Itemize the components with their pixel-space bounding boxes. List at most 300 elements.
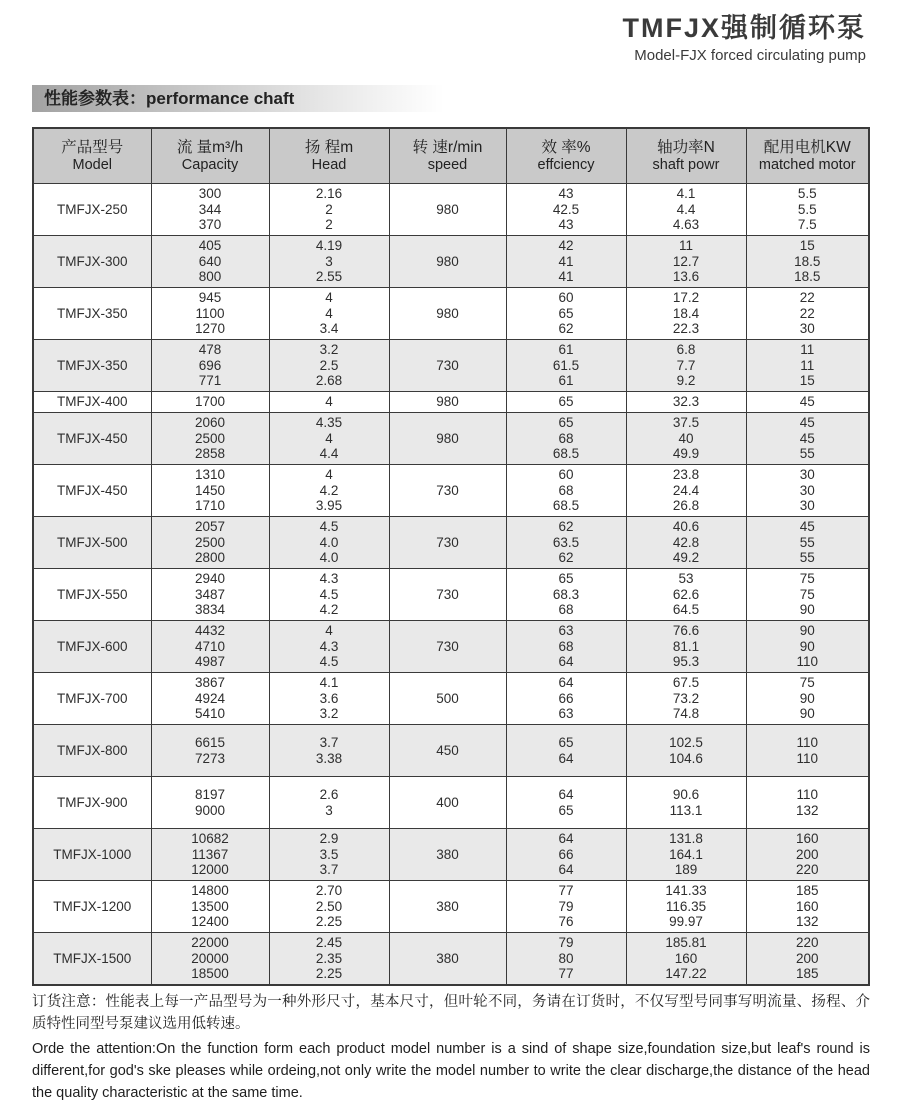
cell-value: 132	[795, 802, 819, 818]
cell-value: 2800	[194, 550, 226, 566]
cell-efficiency	[506, 673, 626, 725]
cell-value: 67.5	[672, 675, 700, 691]
cell-value: 1450	[194, 482, 226, 498]
col-header-model	[33, 128, 151, 184]
cell-value: TMFJX-1200	[53, 898, 132, 914]
cell-efficiency	[506, 517, 626, 569]
cell-value: 66	[558, 846, 574, 862]
cell-value: 62	[558, 519, 574, 535]
table-row	[33, 621, 869, 673]
cell-value: 4.3	[319, 571, 339, 587]
cell-shaft-power	[626, 933, 746, 985]
cell-motor	[746, 569, 869, 621]
cell-efficiency	[506, 288, 626, 340]
cell-value: 113.1	[669, 802, 703, 818]
cell-capacity	[151, 881, 269, 933]
cell-value: 79	[558, 935, 574, 950]
cell-capacity	[151, 621, 269, 673]
cell-value: 730	[436, 482, 459, 498]
cell-value: TMFJX-600	[56, 638, 128, 654]
cell-value: 11367	[191, 846, 229, 862]
col-header-capacity-zh: 流 量m³/h	[176, 139, 244, 156]
cell-value: 2.55	[315, 269, 343, 285]
cell-motor	[746, 288, 869, 340]
cell-value: 200	[795, 846, 819, 862]
cell-head	[269, 413, 389, 465]
cell-value: 79	[558, 898, 574, 914]
cell-shaft-power	[626, 829, 746, 881]
cell-value: 68.3	[552, 586, 580, 602]
cell-value: 4	[325, 430, 333, 446]
cell-value: 42	[558, 238, 574, 254]
cell-motor	[746, 725, 869, 777]
cell-value: 3.38	[315, 750, 343, 766]
col-header-efficiency-zh: 效 率%	[541, 139, 591, 156]
cell-value: 75	[799, 675, 815, 691]
cell-value: 68	[558, 430, 574, 446]
cell-value: TMFJX-1000	[53, 846, 132, 862]
page-titles	[622, 6, 866, 64]
cell-value: 450	[436, 742, 459, 758]
cell-head	[269, 621, 389, 673]
cell-value: 90	[799, 638, 815, 654]
table-row	[33, 569, 869, 621]
cell-value: 3.7	[319, 735, 339, 750]
table-row	[33, 236, 869, 288]
cell-value: 4432	[194, 623, 226, 639]
cell-value: 64	[558, 831, 574, 847]
cell-value: 61	[558, 373, 574, 389]
cell-model	[33, 777, 151, 829]
cell-value: 3	[325, 802, 333, 818]
cell-value: 4.1	[676, 186, 696, 202]
col-header-efficiency	[506, 128, 626, 184]
cell-value: 4	[325, 394, 333, 410]
cell-value: 110	[796, 735, 819, 750]
cell-value: TMFJX-350	[56, 305, 128, 321]
cell-value: 185.81	[665, 935, 707, 950]
order-note-en: Orde the attention:On the function form each product model number is a sind of shape size,foundation size,but leaf's round is different,for god's ske pleases while ordeing,not only write the model number to write the clear discharge,the distance of the head the quality characteristic at the same time.	[32, 1040, 870, 1102]
cell-value: 65	[558, 802, 574, 818]
table-row	[33, 725, 869, 777]
cell-value: 4924	[194, 690, 226, 706]
cell-head	[269, 465, 389, 517]
cell-speed	[389, 517, 506, 569]
cell-value: 160	[795, 898, 819, 914]
cell-speed	[389, 288, 506, 340]
cell-value: 22	[799, 305, 815, 321]
cell-value: TMFJX-300	[56, 253, 128, 269]
cell-motor	[746, 517, 869, 569]
cell-model	[33, 569, 151, 621]
cell-value: 68	[558, 602, 574, 618]
cell-speed	[389, 569, 506, 621]
cell-capacity	[151, 829, 269, 881]
cell-value: 63.5	[552, 534, 580, 550]
cell-value: 980	[436, 305, 459, 321]
header-row	[33, 128, 869, 184]
cell-value: 61	[558, 342, 574, 358]
cell-capacity	[151, 288, 269, 340]
cell-value: 22.3	[672, 321, 700, 337]
cell-speed	[389, 777, 506, 829]
col-header-motor	[746, 128, 869, 184]
cell-value: 43	[558, 217, 574, 233]
cell-value: 2.9	[319, 831, 339, 847]
cell-value: 73.2	[672, 690, 700, 706]
cell-value: 65	[558, 305, 574, 321]
cell-value: 800	[198, 269, 222, 285]
cell-value: 22000	[191, 935, 229, 950]
cell-value: 62.6	[672, 586, 700, 602]
cell-value: 1710	[194, 498, 226, 514]
cell-value: 7.7	[676, 357, 696, 373]
cell-value: 49.9	[672, 446, 700, 462]
cell-value: 45	[799, 394, 815, 410]
cell-motor	[746, 392, 869, 413]
cell-speed	[389, 236, 506, 288]
cell-shaft-power	[626, 340, 746, 392]
cell-speed	[389, 465, 506, 517]
cell-value: 68.5	[552, 446, 580, 462]
cell-speed	[389, 413, 506, 465]
cell-head	[269, 881, 389, 933]
page-title-zh: TMFJX强制循环泵	[622, 13, 866, 43]
cell-value: 380	[436, 898, 459, 914]
cell-value: 185	[795, 883, 819, 899]
cell-value: 1270	[194, 321, 226, 337]
cell-value: 2.68	[315, 373, 343, 389]
cell-efficiency	[506, 881, 626, 933]
cell-value: 4.4	[319, 446, 339, 462]
cell-value: 23.8	[672, 467, 700, 483]
cell-shaft-power	[626, 725, 746, 777]
cell-value: 4.5	[319, 586, 339, 602]
cell-value: 90	[799, 602, 815, 618]
cell-value: 945	[198, 290, 222, 306]
cell-value: 12400	[191, 914, 229, 930]
cell-motor	[746, 236, 869, 288]
cell-shaft-power	[626, 881, 746, 933]
cell-value: 90	[799, 706, 815, 722]
cell-shaft-power	[626, 288, 746, 340]
col-header-head-en: Head	[311, 157, 347, 173]
col-header-model-en: Model	[72, 157, 112, 173]
section-heading: 性能参数表：performance chaft	[32, 85, 444, 112]
cell-shaft-power	[626, 184, 746, 236]
table-row	[33, 673, 869, 725]
cell-value: 3.6	[319, 690, 339, 706]
col-header-speed-en: speed	[427, 157, 468, 173]
col-header-capacity	[151, 128, 269, 184]
cell-value: 4	[325, 305, 333, 321]
cell-value: TMFJX-450	[56, 482, 128, 498]
cell-value: 68.5	[552, 498, 580, 514]
cell-value: 2500	[194, 430, 226, 446]
cell-value: 3.2	[319, 342, 339, 358]
cell-value: 696	[198, 357, 222, 373]
cell-speed	[389, 933, 506, 985]
col-header-efficiency-en: effciency	[537, 157, 595, 173]
cell-value: 5410	[194, 706, 226, 722]
cell-value: 4.0	[319, 534, 339, 550]
cell-head	[269, 933, 389, 985]
cell-value: 64	[558, 675, 574, 691]
cell-efficiency	[506, 621, 626, 673]
cell-value: 99.97	[669, 914, 703, 930]
cell-efficiency	[506, 465, 626, 517]
cell-value: 3.2	[319, 706, 339, 722]
cell-value: 68	[558, 482, 574, 498]
cell-motor	[746, 673, 869, 725]
cell-value: 40	[678, 430, 694, 446]
cell-value: 4.2	[319, 482, 339, 498]
cell-speed	[389, 881, 506, 933]
cell-value: 13.6	[672, 269, 700, 285]
cell-value: 4	[325, 467, 333, 483]
cell-value: 132	[795, 914, 819, 930]
cell-value: TMFJX-700	[56, 690, 128, 706]
cell-value: 380	[436, 846, 459, 862]
cell-model	[33, 413, 151, 465]
cell-shaft-power	[626, 413, 746, 465]
cell-value: 15	[799, 238, 815, 254]
cell-value: 640	[198, 253, 222, 269]
cell-value: TMFJX-350	[56, 357, 128, 373]
cell-speed	[389, 184, 506, 236]
cell-value: 2.50	[315, 898, 343, 914]
cell-value: 3.5	[319, 846, 339, 862]
cell-value: 4710	[194, 638, 226, 654]
cell-model	[33, 236, 151, 288]
cell-value: 11	[678, 238, 693, 254]
cell-shaft-power	[626, 569, 746, 621]
cell-motor	[746, 465, 869, 517]
cell-value: 2060	[194, 415, 226, 431]
cell-value: 131.8	[669, 831, 703, 847]
cell-value: 30	[799, 482, 815, 498]
cell-motor	[746, 829, 869, 881]
cell-value: 30	[799, 467, 815, 483]
cell-value: 68	[558, 638, 574, 654]
cell-value: 3	[325, 253, 333, 269]
cell-value: 66	[558, 690, 574, 706]
col-header-shaft-power-en: shaft powr	[652, 157, 720, 173]
cell-value: 65	[558, 394, 574, 410]
cell-value: 980	[436, 253, 459, 269]
cell-speed	[389, 829, 506, 881]
cell-value: 116.35	[665, 898, 707, 914]
cell-value: 41	[558, 253, 574, 269]
cell-value: 400	[436, 794, 459, 810]
cell-head	[269, 725, 389, 777]
cell-value: 3487	[194, 586, 226, 602]
cell-value: 64	[558, 862, 574, 878]
cell-value: 478	[198, 342, 222, 358]
cell-value: 2.5	[319, 357, 339, 373]
cell-shaft-power	[626, 621, 746, 673]
cell-shaft-power	[626, 777, 746, 829]
cell-value: 65	[558, 571, 574, 587]
cell-model	[33, 465, 151, 517]
page-title-en: Model-FJX forced circulating pump	[634, 47, 866, 64]
cell-value: 42.8	[672, 534, 700, 550]
cell-value: TMFJX-500	[56, 534, 128, 550]
cell-value: 980	[436, 394, 459, 410]
cell-value: 220	[795, 862, 819, 878]
cell-model	[33, 621, 151, 673]
col-header-model-zh: 产品型号	[61, 139, 124, 156]
cell-value: 102.5	[669, 735, 703, 750]
cell-value: 220	[795, 935, 819, 950]
col-header-speed-zh: 转 速r/min	[412, 139, 483, 156]
cell-model	[33, 392, 151, 413]
table-row	[33, 465, 869, 517]
cell-value: 730	[436, 638, 459, 654]
cell-value: 141.33	[665, 883, 707, 899]
cell-value: 30	[799, 498, 815, 514]
col-header-motor-en: matched motor	[758, 157, 856, 173]
cell-speed	[389, 673, 506, 725]
cell-value: 4987	[194, 654, 226, 670]
cell-efficiency	[506, 933, 626, 985]
col-header-head-zh: 扬 程m	[304, 139, 354, 156]
cell-model	[33, 881, 151, 933]
cell-head	[269, 340, 389, 392]
cell-value: 200	[795, 950, 819, 966]
cell-value: TMFJX-400	[56, 394, 128, 410]
cell-value: 2.45	[315, 935, 343, 950]
performance-table	[32, 127, 870, 986]
cell-motor	[746, 340, 869, 392]
cell-value: 37.5	[672, 415, 700, 431]
cell-value: 62	[558, 321, 574, 337]
cell-speed	[389, 392, 506, 413]
cell-value: TMFJX-550	[56, 586, 128, 602]
cell-value: 55	[799, 550, 815, 566]
cell-value: 6.8	[676, 342, 696, 358]
cell-shaft-power	[626, 392, 746, 413]
cell-model	[33, 673, 151, 725]
cell-model	[33, 933, 151, 985]
cell-shaft-power	[626, 236, 746, 288]
cell-value: 9.2	[676, 373, 696, 389]
cell-capacity	[151, 517, 269, 569]
cell-value: 405	[198, 238, 222, 254]
cell-value: 730	[436, 586, 459, 602]
cell-capacity	[151, 340, 269, 392]
cell-value: 2	[325, 201, 333, 217]
cell-head	[269, 569, 389, 621]
cell-value: 980	[436, 201, 459, 217]
cell-value: 3.4	[319, 321, 339, 337]
cell-value: 160	[674, 950, 698, 966]
cell-value: 41	[558, 269, 574, 285]
cell-value: 370	[198, 217, 222, 233]
cell-model	[33, 184, 151, 236]
cell-motor	[746, 933, 869, 985]
cell-value: TMFJX-250	[56, 201, 128, 217]
cell-value: 77	[558, 966, 574, 981]
cell-value: 189	[674, 862, 698, 878]
cell-value: 3.7	[319, 862, 339, 878]
order-notes	[32, 992, 870, 1105]
cell-head	[269, 673, 389, 725]
cell-value: 730	[436, 357, 459, 373]
cell-value: 40.6	[672, 519, 700, 535]
cell-value: 20000	[191, 950, 229, 966]
cell-value: 45	[799, 415, 815, 431]
cell-value: 81.1	[672, 638, 700, 654]
cell-value: 65	[558, 415, 574, 431]
cell-capacity	[151, 777, 269, 829]
cell-value: 10682	[191, 831, 229, 847]
cell-capacity	[151, 184, 269, 236]
cell-value: 2057	[194, 519, 226, 535]
cell-motor	[746, 184, 869, 236]
cell-value: 75	[799, 586, 815, 602]
cell-model	[33, 725, 151, 777]
cell-value: 4.1	[319, 675, 339, 691]
table-row	[33, 288, 869, 340]
cell-capacity	[151, 392, 269, 413]
cell-value: 2858	[194, 446, 226, 462]
cell-value: 15	[799, 373, 815, 389]
cell-value: 11	[800, 342, 815, 358]
col-header-shaft-power-zh: 轴功率N	[657, 139, 715, 156]
cell-capacity	[151, 725, 269, 777]
cell-value: 12000	[191, 862, 229, 878]
cell-value: 75	[799, 571, 815, 587]
cell-value: 500	[436, 690, 459, 706]
cell-efficiency	[506, 725, 626, 777]
cell-value: 4.35	[315, 415, 343, 431]
cell-value: 1100	[195, 305, 225, 321]
col-header-speed	[389, 128, 506, 184]
cell-value: 5.5	[797, 186, 817, 202]
cell-value: TMFJX-900	[56, 794, 128, 810]
cell-value: 2.25	[315, 966, 343, 981]
cell-efficiency	[506, 392, 626, 413]
table-row	[33, 777, 869, 829]
cell-value: 4.3	[319, 638, 339, 654]
cell-value: 2500	[194, 534, 226, 550]
cell-efficiency	[506, 184, 626, 236]
cell-speed	[389, 340, 506, 392]
cell-value: 4.63	[672, 217, 700, 233]
cell-value: 3834	[194, 602, 226, 618]
cell-value: 26.8	[672, 498, 700, 514]
cell-value: 4.2	[319, 602, 339, 618]
cell-value: 76.6	[672, 623, 700, 639]
cell-efficiency	[506, 829, 626, 881]
table-row	[33, 881, 869, 933]
cell-efficiency	[506, 413, 626, 465]
performance-table-body	[33, 184, 869, 985]
cell-value: 7.5	[797, 217, 817, 233]
table-row	[33, 829, 869, 881]
cell-capacity	[151, 413, 269, 465]
cell-value: 18.5	[794, 253, 821, 269]
cell-value: 64	[558, 750, 574, 766]
cell-head	[269, 288, 389, 340]
col-header-shaft-power	[626, 128, 746, 184]
cell-value: 2.25	[315, 914, 343, 930]
cell-value: 90	[799, 623, 815, 639]
cell-capacity	[151, 673, 269, 725]
table-row	[33, 340, 869, 392]
table-row	[33, 517, 869, 569]
